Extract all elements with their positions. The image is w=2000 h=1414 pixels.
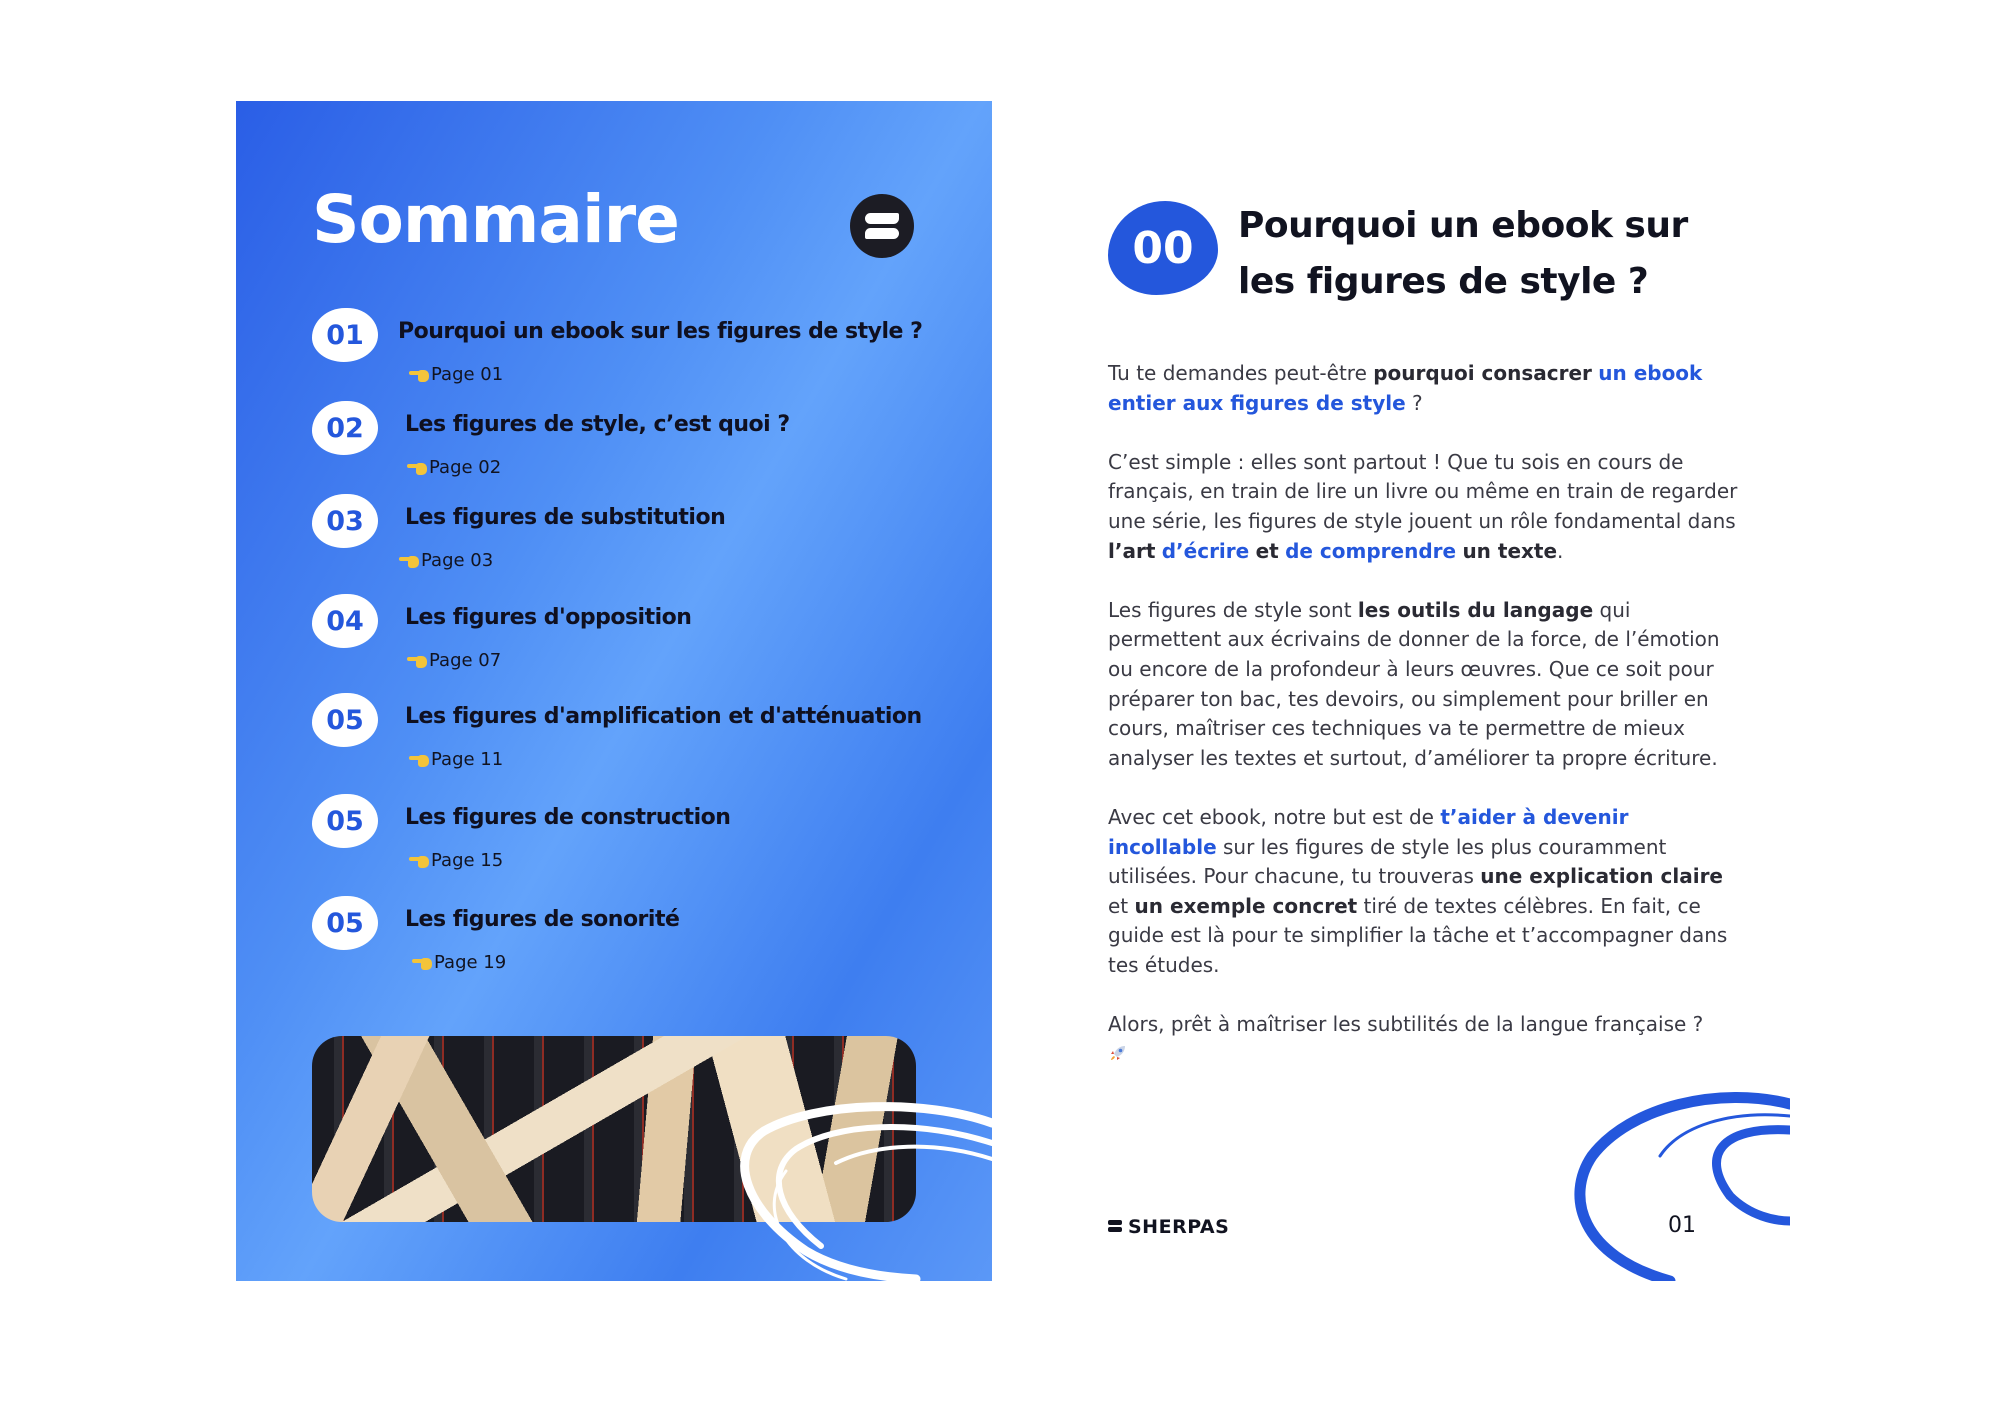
- toc-page-ref: [411, 952, 506, 973]
- toc-page-ref: [408, 850, 503, 871]
- page-number: 01: [1668, 1213, 1696, 1238]
- toc-title: Les figures de sonorité: [405, 907, 680, 932]
- pointing-right-icon: [406, 653, 428, 669]
- toc-page-ref: [408, 364, 503, 385]
- toc-title: Les figures d'amplification et d'atténuation: [405, 704, 922, 729]
- rocket-icon: [1108, 1042, 1128, 1062]
- paragraph-intro: Tu te demandes peut-être pourquoi consacrer un ebook entier aux figures de style ?: [1108, 361, 1703, 415]
- toc-page-label: Page 02: [429, 457, 502, 478]
- pointing-right-icon: [408, 853, 430, 869]
- paragraph-goal: Avec cet ebook, notre but est de t’aider à devenir incollable sur les figures de style les plus couramment utilisées. Pour chacune, tu trouveras une explication claire et un exemple concret tiré de textes célèbres. En fait, ce guide est là pour te simplifier la tâche et t’accompagner dans tes études.: [1108, 804, 1728, 977]
- sherpas-brand: [1108, 1216, 1229, 1238]
- paragraph-closing: Alors, prêt à maîtriser les subtilités de la langue française ?: [1108, 1010, 1740, 1069]
- toc-page-label: Page 19: [434, 952, 507, 973]
- highlight-link: un ebook entier aux figures de style: [1108, 361, 1703, 415]
- toc-page-label: Page 01: [431, 364, 504, 385]
- toc-title: Pourquoi un ebook sur les figures de style ?: [398, 319, 923, 344]
- toc-item[interactable]: [312, 401, 952, 491]
- toc-page-label: Page 07: [429, 650, 502, 671]
- toc-number: 04: [312, 594, 378, 648]
- toc-number: 03: [312, 494, 378, 548]
- blue-swirl-decoration: [1570, 1086, 1790, 1281]
- toc-page-label: Page 15: [431, 850, 504, 871]
- toc-item[interactable]: [312, 308, 952, 398]
- pointing-right-icon: [398, 553, 420, 569]
- toc-page-ref: [408, 749, 503, 770]
- toc-title: Les figures de substitution: [405, 505, 726, 530]
- chapter-title: Pourquoi un ebook sur les figures de style ?: [1238, 205, 1688, 302]
- chapter-page: [1000, 101, 2000, 1281]
- toc-item[interactable]: [312, 693, 952, 783]
- toc-number: 05: [312, 896, 378, 950]
- white-swirl-decoration: [726, 1101, 992, 1281]
- toc-item[interactable]: [312, 594, 952, 684]
- summary-title: Sommaire: [312, 181, 679, 258]
- toc-item[interactable]: [312, 494, 952, 584]
- paragraph-tools: Les figures de style sont les outils du langage qui permettent aux écrivains de donner de la force, de l’émotion ou encore de la profondeur à leurs œuvres. Que ce soit pour préparer ton bac, tes devoirs, ou simplement pour briller en cours, maîtriser ces techniques va te permettre de mieux analyser les textes et surtout, d’améliorer ta propre écriture.: [1108, 597, 1720, 770]
- toc-number: 02: [312, 401, 378, 455]
- toc-item[interactable]: [312, 896, 952, 986]
- brand-name: SHERPAS: [1128, 1216, 1230, 1238]
- toc-page-ref: [398, 550, 493, 571]
- pointing-right-icon: [408, 367, 430, 383]
- chapter-number-badge: 00: [1108, 201, 1218, 295]
- toc-page-ref: [406, 650, 501, 671]
- toc-item[interactable]: [312, 794, 952, 884]
- paragraph-everywhere: C’est simple : elles sont partout ! Que tu sois en cours de français, en train de lire un livre ou même en train de regarder une série, les figures de style jouent un rôle fondamental dans l’art d’écrire et de comprendre un texte.: [1108, 449, 1738, 563]
- sherpas-logo-icon: [1108, 1220, 1122, 1234]
- pointing-right-icon: [408, 752, 430, 768]
- sherpas-logo-icon: [850, 194, 914, 258]
- toc-number: 05: [312, 794, 378, 848]
- summary-page: [236, 101, 992, 1281]
- article-body: [1108, 359, 1740, 1099]
- toc-page-label: Page 11: [431, 749, 504, 770]
- toc-number: 01: [312, 308, 378, 362]
- toc-page-label: Page 03: [421, 550, 494, 571]
- pointing-right-icon: [411, 955, 433, 971]
- toc-number: 05: [312, 693, 378, 747]
- toc-title: Les figures de style, c’est quoi ?: [405, 412, 790, 437]
- toc-title: Les figures d'opposition: [405, 605, 692, 630]
- pointing-right-icon: [406, 460, 428, 476]
- toc-page-ref: [406, 457, 501, 478]
- toc-title: Les figures de construction: [405, 805, 731, 830]
